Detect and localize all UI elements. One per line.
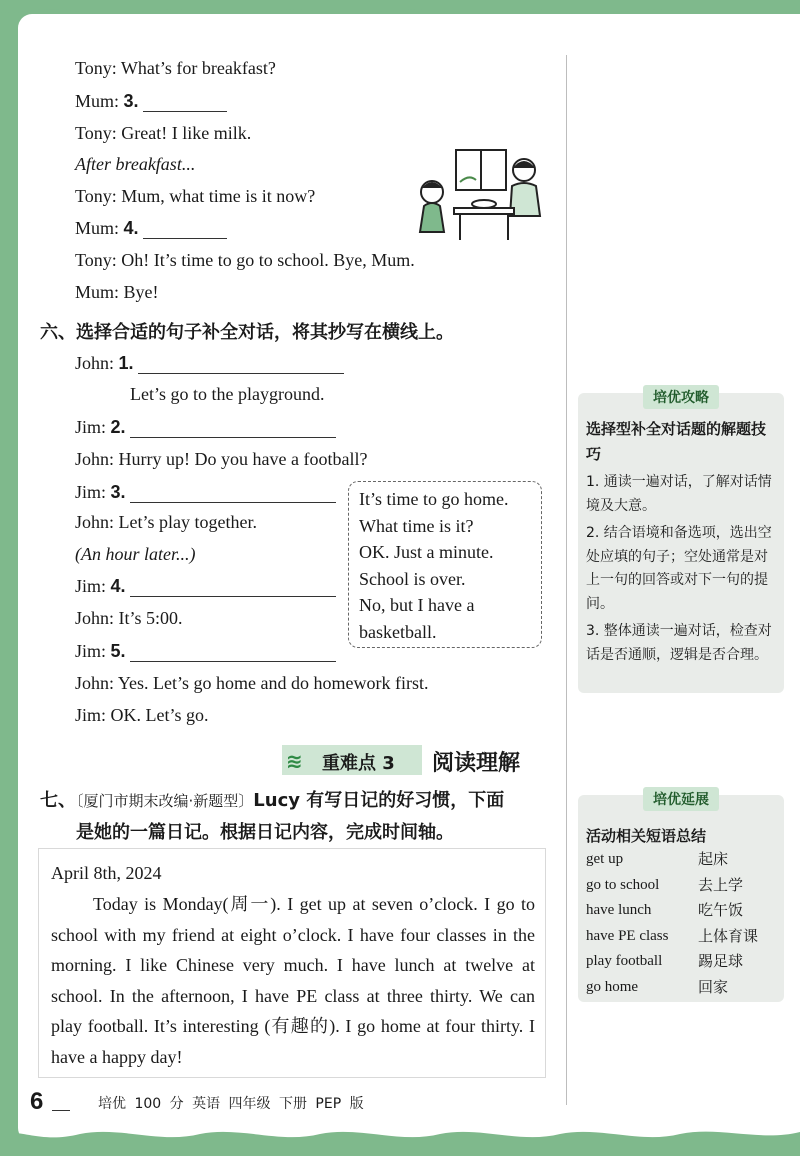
question-number: 3. bbox=[110, 482, 126, 502]
section-7-prefix: 七、 bbox=[40, 790, 76, 811]
dialog-line-blank bbox=[75, 416, 336, 438]
speaker-label: Mum: bbox=[75, 91, 120, 111]
option-item: School is over. bbox=[359, 568, 466, 589]
section-7-heading-line2: 是她的一篇日记。根据日记内容，完成时间轴。 bbox=[76, 822, 454, 843]
book-info: 培优 100 分 英语 四年级 下册 PEP 版 bbox=[98, 1096, 364, 1112]
key-point-label: 重难点 3 bbox=[322, 753, 395, 774]
question-number: 5. bbox=[110, 641, 126, 661]
key-point-title: 阅读理解 bbox=[432, 751, 521, 776]
phrase-en: have lunch bbox=[586, 902, 652, 918]
speaker-label: Jim: bbox=[75, 641, 107, 661]
phrase-zh: 踢足球 bbox=[698, 952, 744, 970]
diary-body: Today is Monday(周一). I get up at seven o’clock. I go to school with my friend at eight o’clock. I have four classes in the morning. I like Chinese very much. I have lunch at twelve at school. In the afternoon, I have PE class at three thirty. We can play football. It’s interesting (有趣的). I go home at four thirty. I have a happy day! bbox=[51, 894, 535, 1067]
page-number: 6 bbox=[30, 1088, 44, 1115]
diary-date: April 8th, 2024 bbox=[51, 863, 162, 883]
phrase-en: go to school bbox=[586, 876, 660, 893]
answer-blank[interactable] bbox=[143, 94, 227, 112]
answer-blank[interactable] bbox=[130, 579, 336, 597]
answer-blank[interactable] bbox=[130, 420, 336, 438]
speaker-label: Jim: bbox=[75, 417, 107, 437]
phrase-row bbox=[586, 975, 774, 1001]
section-7-text: Lucy 有写日记的好习惯，下面 bbox=[253, 790, 505, 811]
column-divider bbox=[566, 55, 567, 1105]
phrase-en: go home bbox=[586, 978, 639, 995]
dialog-line: John: Hurry up! Do you have a football? bbox=[75, 449, 368, 469]
section-6-heading: 六、选择合适的句子补全对话，将其抄写在横线上。 bbox=[40, 322, 454, 343]
speaker-label: Jim: bbox=[75, 482, 107, 502]
answer-blank[interactable] bbox=[130, 644, 336, 662]
phrase-row bbox=[586, 873, 774, 899]
page-number-underline bbox=[52, 1110, 70, 1111]
dialog-line: After breakfast... bbox=[75, 154, 196, 174]
answer-blank[interactable] bbox=[138, 356, 344, 374]
option-item: No, but I have a bbox=[359, 595, 475, 615]
dialog-line: (An hour later...) bbox=[75, 544, 196, 564]
phrase-row bbox=[586, 898, 774, 924]
tips-sidebar bbox=[578, 390, 784, 693]
dialog-line: John: Let’s play together. bbox=[75, 512, 257, 532]
phrase-row bbox=[586, 924, 774, 950]
phrases-title: 活动相关短语总结 bbox=[586, 827, 707, 845]
options-box bbox=[348, 481, 542, 648]
phrase-en: get up bbox=[586, 851, 624, 867]
phrase-row bbox=[586, 949, 774, 975]
speaker-label: Jim: bbox=[75, 576, 107, 596]
tip-item: 1. 通读一遍对话，了解对话情境及大意。 bbox=[586, 474, 772, 514]
phrase-zh: 吃午饭 bbox=[698, 901, 744, 919]
diary-box bbox=[38, 848, 546, 1078]
section-7-heading bbox=[40, 786, 504, 812]
option-item: What time is it? bbox=[359, 515, 474, 536]
dialog-line-blank bbox=[75, 90, 227, 112]
dialog-line: Tony: Great! I like milk. bbox=[75, 123, 252, 143]
bottom-wave-border bbox=[0, 1118, 800, 1156]
tips-title: 选择型补全对话题的解题技巧 bbox=[586, 420, 767, 463]
answer-blank[interactable] bbox=[143, 221, 227, 239]
section-7-source: 〔厦门市期末改编·新题型〕 bbox=[76, 792, 254, 810]
question-number: 1. bbox=[118, 353, 134, 373]
dialog-line: Mum: Bye! bbox=[75, 282, 159, 302]
option-item: OK. Just a minute. bbox=[359, 542, 494, 562]
phrase-row bbox=[586, 847, 774, 873]
option-item: basketball. bbox=[359, 621, 437, 642]
dialog-line: Jim: OK. Let’s go. bbox=[75, 705, 209, 725]
phrase-en: have PE class bbox=[586, 927, 669, 944]
dialog-line: Let’s go to the playground. bbox=[130, 384, 325, 404]
phrases-sidebar bbox=[578, 792, 784, 1002]
phrase-zh: 回家 bbox=[698, 977, 729, 996]
tip-item: 3. 整体通读一遍对话，检查对话是否通顺，逻辑是否合理。 bbox=[586, 623, 772, 663]
waves-icon: ≋ bbox=[286, 749, 303, 773]
dialog-line-blank bbox=[75, 481, 336, 503]
speaker-label: Mum: bbox=[75, 218, 120, 238]
dialog-line-blank bbox=[75, 640, 336, 662]
tip-item: 2. 结合语境和备选项，选出空处应填的句子；空处通常是对上一句的回答或对下一句的提问。 bbox=[586, 525, 772, 612]
question-number: 4. bbox=[110, 576, 126, 596]
phrase-zh: 去上学 bbox=[698, 875, 744, 894]
phrase-en: play football bbox=[586, 953, 663, 969]
question-number: 4. bbox=[123, 218, 139, 238]
dialog-line: John: Yes. Let’s go home and do homework first. bbox=[75, 673, 429, 693]
dialog-line: Tony: Oh! It’s time to go to school. Bye, Mum. bbox=[75, 250, 415, 270]
tips-tag: 培优攻略 bbox=[643, 385, 719, 409]
dialog-line-blank bbox=[75, 575, 336, 597]
speaker-label: John: bbox=[75, 353, 115, 373]
question-number: 3. bbox=[123, 91, 139, 111]
dialog-line-blank bbox=[75, 217, 227, 239]
option-item: It’s time to go home. bbox=[359, 489, 509, 509]
dialog-line: Tony: Mum, what time is it now? bbox=[75, 186, 316, 206]
phrase-zh: 起床 bbox=[698, 850, 729, 868]
dialog-line: John: It’s 5:00. bbox=[75, 608, 183, 628]
dialog-line-blank bbox=[75, 352, 344, 374]
answer-blank[interactable] bbox=[130, 485, 336, 503]
page-footer bbox=[30, 1088, 570, 1114]
question-number: 2. bbox=[110, 417, 126, 437]
dialog-line: Tony: What’s for breakfast? bbox=[75, 58, 276, 78]
key-point-bar bbox=[282, 743, 532, 775]
phrases-tag: 培优延展 bbox=[643, 787, 719, 811]
phrase-zh: 上体育课 bbox=[698, 926, 759, 945]
breakfast-illustration bbox=[414, 146, 548, 242]
